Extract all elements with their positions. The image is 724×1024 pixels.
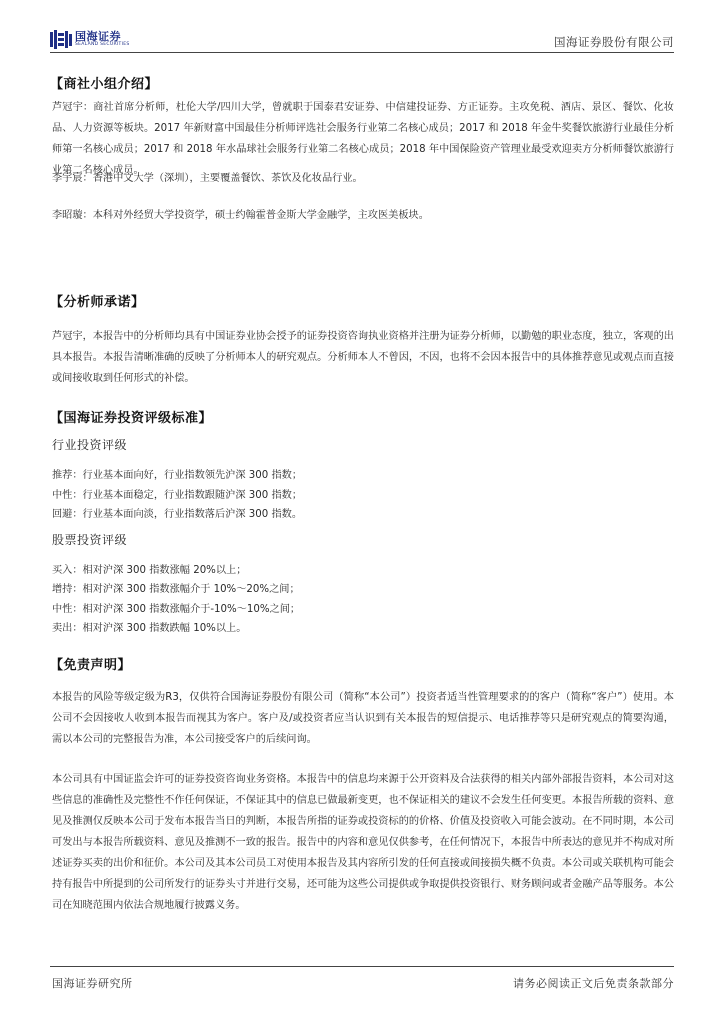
company-logo xyxy=(50,30,130,49)
stock-rating-item: 卖出：相对沪深 300 指数跌幅 10%以上。 xyxy=(52,623,247,634)
footer-institute: 国海证券研究所 xyxy=(52,977,133,990)
industry-rating-title: 行业投资评级 xyxy=(52,438,128,452)
industry-rating-item: 回避：行业基本面向淡，行业指数落后沪深 300 指数。 xyxy=(52,509,303,520)
disclaimer-section-title: 【免责声明】 xyxy=(50,658,132,673)
stock-rating-title: 股票投资评级 xyxy=(52,533,128,547)
industry-rating-item: 中性：行业基本面稳定，行业指数跟随沪深 300 指数； xyxy=(52,490,303,501)
team-section-title: 【商社小组介绍】 xyxy=(50,77,159,92)
industry-rating-item: 推荐：行业基本面向好，行业指数领先沪深 300 指数； xyxy=(52,470,303,481)
disclaimer-paragraph-1: 本报告的风险等级定级为R3，仅供符合国海证券股份有限公司（简称“本公司”）投资者适当性管理要求的的客户（简称“客户”）使用。本公司不会因接收人收到本报告而视其为客户。客户及/或投资者应当认识到有关本报告的短信提示、电话推荐等只是研究观点的简要沟通，需以本公司的完整报告为准，本公司接受客户的后续问询。 xyxy=(52,692,674,745)
company-name: 国海证券股份有限公司 xyxy=(554,35,674,49)
team-bio-lu: 芦冠宇：商社首席分析师，杜伦大学/四川大学，曾就职于国泰君安证券、中信建投证券、方正证券。主攻免税、酒店、景区、餐饮、化妆品、人力资源等板块。2017 年新财富中国最佳分析师评选社会服务行业第二名核心成员；2017 和 2018 年金牛奖餐饮旅游行业最佳分析师第一名核心成员；2017 和 2018 年水晶球社会服务行业第二名核心成员；2018 年中国保险资产管理业最受欢迎卖方分析师餐饮旅游行业第二名核心成员。 xyxy=(52,102,674,176)
commitment-text: 芦冠宇，本报告中的分析师均具有中国证券业协会授予的证券投资咨询执业资格并注册为证券分析师，以勤勉的职业态度，独立，客观的出具本报告。本报告清晰准确的反映了分析师本人的研究观点。分析师本人不曾因，不因，也将不会因本报告中的具体推荐意见或观点而直接或间接收取到任何形式的补偿。 xyxy=(52,331,674,384)
page-header xyxy=(50,30,674,53)
sealand-logo-icon xyxy=(50,30,72,49)
footer-divider xyxy=(50,966,674,967)
stock-rating-item: 增持：相对沪深 300 指数涨幅介于 10%～20%之间； xyxy=(52,584,300,595)
logo-english-name: SEALAND SECURITIES xyxy=(75,42,130,48)
disclaimer-paragraph-2: 本公司具有中国证监会许可的证券投资咨询业务资格。本报告中的信息均来源于公开资料及合法获得的相关内部外部报告资料，本公司对这些信息的准确性及完整性不作任何保证，不保证其中的信息已做最新变更，也不保证相关的建议不会发生任何变更。本报告所载的资料、意见及推测仅反映本公司于发布本报告当日的判断，本报告所指的证券或投资标的的价格、价值及投资收入可能会波动。在不同时期，本公司可发出与本报告所载资料、意见及推测不一致的报告。报告中的内容和意见仅供参考，在任何情况下，本报告中所表达的意见并不构成对所述证券买卖的出价和征价。本公司及其本公司员工对使用本报告及其内容所引发的任何直接或间接损失概不负责。本公司或关联机构可能会持有报告中所提到的公司所发行的证券头寸并进行交易，还可能为这些公司提供或争取提供投资银行、财务顾问或者金融产品等服务。本公司在知晓范围内依法合规地履行披露义务。 xyxy=(52,774,674,911)
stock-rating-item: 买入：相对沪深 300 指数涨幅 20%以上； xyxy=(52,565,247,576)
team-bio-li-zhaoxuan: 李昭璇：本科对外经贸大学投资学，硕士约翰霍普金斯大学金融学，主攻医美板块。 xyxy=(52,210,429,221)
stock-rating-item: 中性：相对沪深 300 指数涨幅介于-10%～10%之间； xyxy=(52,604,301,615)
logo-chinese-name: 国海证券 xyxy=(75,30,121,44)
team-bio-li-yuchen: 李宇宸：香港中文大学（深圳），主要覆盖餐饮、茶饮及化妆品行业。 xyxy=(52,173,363,184)
commitment-section-title: 【分析师承诺】 xyxy=(50,295,145,310)
footer-notice: 请务必阅读正文后免责条款部分 xyxy=(513,977,674,990)
rating-section-title: 【国海证券投资评级标准】 xyxy=(50,411,213,426)
